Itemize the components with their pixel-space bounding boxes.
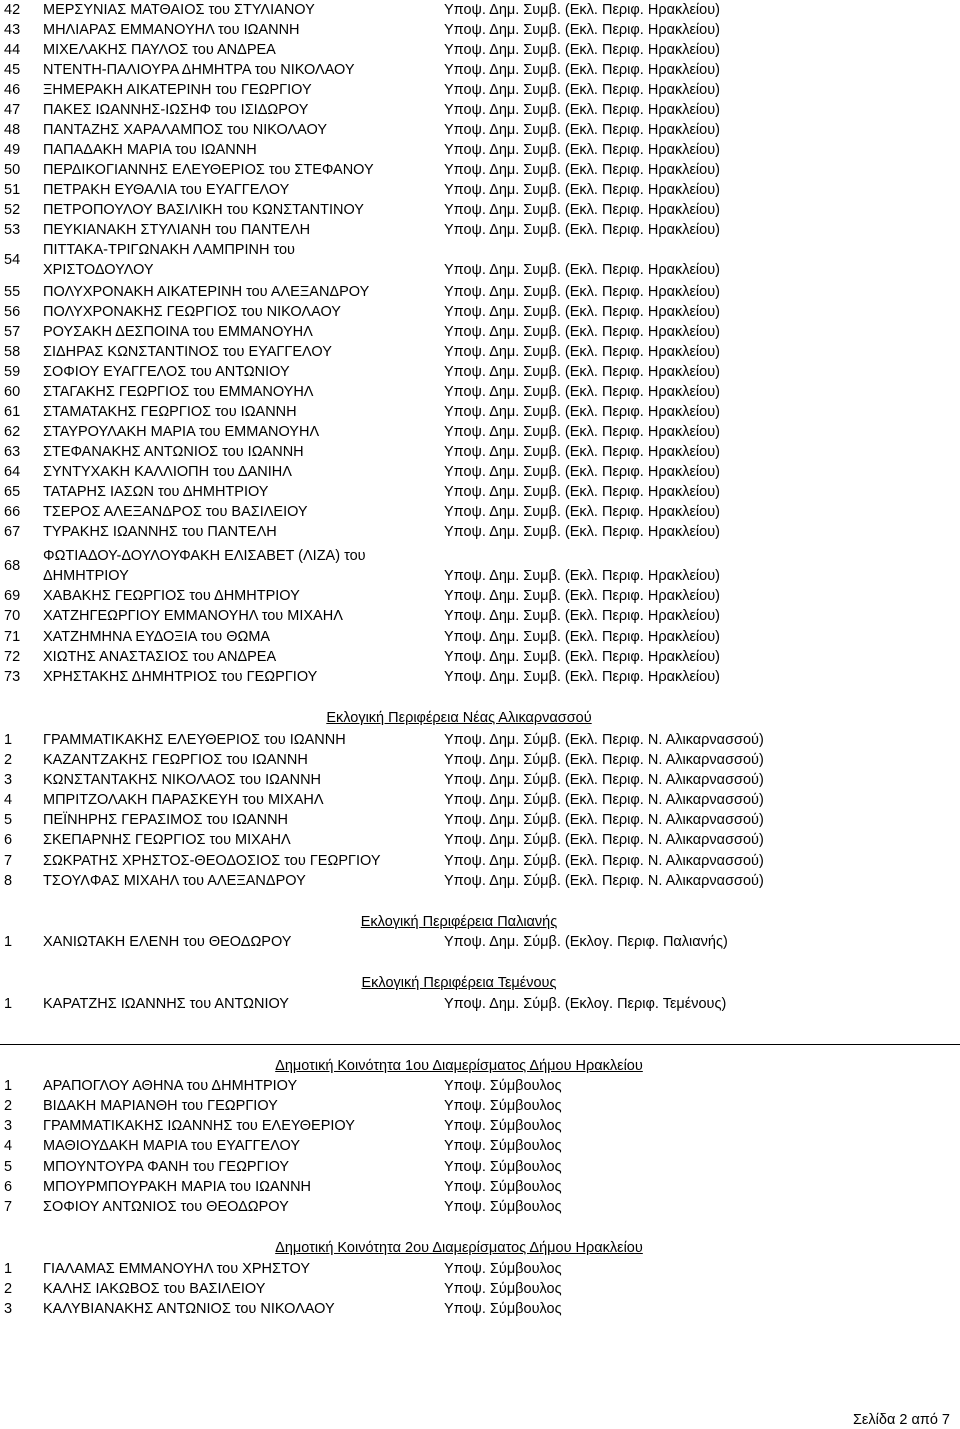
- table-row: [0, 362, 960, 382]
- row-number: 59: [4, 364, 21, 380]
- candidate-position: Υποψ. Δημ. Συμβ. (Εκλ. Περιφ. Ηρακλείου): [444, 262, 720, 278]
- row-number: 4: [4, 792, 13, 808]
- table-row: [0, 422, 960, 442]
- row-number: 3: [4, 1118, 13, 1134]
- candidate-name: ΓΡΑΜΜΑΤΙΚΑΚΗΣ ΕΛΕΥΘΕΡΙΟΣ του ΙΩΑΝΝΗ: [43, 732, 346, 748]
- table-row: [0, 322, 960, 342]
- row-number: 1: [4, 934, 13, 950]
- table-row: [0, 1076, 960, 1096]
- table-row: [0, 502, 960, 522]
- table-row: [0, 932, 960, 952]
- row-number: 63: [4, 444, 21, 460]
- row-number: 47: [4, 102, 21, 118]
- table-row: [0, 60, 960, 80]
- table-row: [0, 606, 960, 626]
- row-number: 7: [4, 1199, 13, 1215]
- candidate-name: ΓΡΑΜΜΑΤΙΚΑΚΗΣ ΙΩΑΝΝΗΣ του ΕΛΕΥΘΕΡΙΟΥ: [43, 1118, 355, 1134]
- row-number: 6: [4, 1179, 13, 1195]
- table-row: [0, 667, 960, 687]
- candidate-position: Υποψ. Δημ. Συμβ. (Εκλ. Περιφ. Ηρακλείου): [444, 222, 720, 238]
- table-row: [0, 994, 960, 1014]
- row-number: 51: [4, 182, 21, 198]
- table-row: [0, 546, 960, 586]
- table-row: [0, 522, 960, 542]
- candidate-position: Υποψ. Δημ. Συμβ. (Εκλ. Περιφ. Ηρακλείου): [444, 364, 720, 380]
- table-row: [0, 0, 960, 20]
- table-row: [0, 240, 960, 280]
- candidate-position: Υποψ. Δημ. Συμβ. (Εκλ. Περιφ. Ηρακλείου): [444, 629, 720, 645]
- candidate-position: Υποψ. Σύμβουλος: [444, 1078, 562, 1094]
- candidate-name: ΧΑΒΑΚΗΣ ΓΕΩΡΓΙΟΣ του ΔΗΜΗΤΡΙΟΥ: [43, 588, 300, 604]
- candidate-name: ΠΑΚΕΣ ΙΩΑΝΝΗΣ-ΙΩΣΗΦ του ΙΣΙΔΩΡΟΥ: [43, 102, 309, 118]
- table-row: [0, 1299, 960, 1319]
- row-number: 6: [4, 832, 13, 848]
- table-row: [0, 160, 960, 180]
- row-number: 50: [4, 162, 21, 178]
- table-row: [0, 382, 960, 402]
- candidate-position: Υποψ. Δημ. Σύμβ. (Εκλ. Περιφ. Ν. Αλικαρνασσού): [444, 732, 764, 748]
- table-row: [0, 790, 960, 810]
- candidate-name: ΒΙΔΑΚΗ ΜΑΡΙΑΝΘΗ του ΓΕΩΡΓΙΟΥ: [43, 1098, 278, 1114]
- candidate-position: Υποψ. Δημ. Συμβ. (Εκλ. Περιφ. Ηρακλείου): [444, 284, 720, 300]
- table-row: [0, 1177, 960, 1197]
- table-row: [0, 1279, 960, 1299]
- row-number: 42: [4, 2, 21, 18]
- candidate-name: ΜΗΛΙΑΡΑΣ ΕΜΜΑΝΟΥΗΛ του ΙΩΑΝΝΗ: [43, 22, 300, 38]
- table-row: [0, 770, 960, 790]
- candidate-name: ΧΙΩΤΗΣ ΑΝΑΣΤΑΣΙΟΣ του ΑΝΔΡΕΑ: [43, 649, 277, 665]
- candidate-name: ΠΑΠΑΔΑΚΗ ΜΑΡΙΑ του ΙΩΑΝΝΗ: [43, 142, 257, 158]
- table-row: [0, 462, 960, 482]
- candidate-position: Υποψ. Σύμβουλος: [444, 1301, 562, 1317]
- candidate-name: ΠΕΡΔΙΚΟΓΙΑΝΝΗΣ ΕΛΕΥΘΕΡΙΟΣ του ΣΤΕΦΑΝΟΥ: [43, 162, 374, 178]
- candidate-position: Υποψ. Δημ. Συμβ. (Εκλ. Περιφ. Ηρακλείου): [444, 484, 720, 500]
- row-number: 1: [4, 996, 13, 1012]
- row-number: 73: [4, 669, 21, 685]
- candidate-name: ΣΤΑΓΑΚΗΣ ΓΕΩΡΓΙΟΣ του ΕΜΜΑΝΟΥΗΛ: [43, 384, 314, 400]
- section-divider: [0, 1044, 960, 1045]
- table-row: [0, 586, 960, 606]
- candidate-position: Υποψ. Σύμβουλος: [444, 1179, 562, 1195]
- row-number: 57: [4, 324, 21, 340]
- row-number: 70: [4, 608, 21, 624]
- table-row: [0, 627, 960, 647]
- table-row: [0, 342, 960, 362]
- row-number: 2: [4, 1281, 13, 1297]
- candidate-name: ΝΤΕΝΤΗ-ΠΑΛΙΟΥΡΑ ΔΗΜΗΤΡΑ του ΝΙΚΟΛΑΟΥ: [43, 62, 355, 78]
- candidate-name: ΠΕΤΡΟΠΟΥΛΟΥ ΒΑΣΙΛΙΚΗ του ΚΩΝΣΤΑΝΤΙΝΟΥ: [43, 202, 364, 218]
- row-number: 48: [4, 122, 21, 138]
- candidate-name: ΚΩΝΣΤΑΝΤΑΚΗΣ ΝΙΚΟΛΑΟΣ του ΙΩΑΝΝΗ: [43, 772, 322, 788]
- candidate-name: ΣΤΑΥΡΟΥΛΑΚΗ ΜΑΡΙΑ του ΕΜΜΑΝΟΥΗΛ: [43, 424, 320, 440]
- table-row: [0, 1157, 960, 1177]
- candidate-position: Υποψ. Δημ. Συμβ. (Εκλ. Περιφ. Ηρακλείου): [444, 344, 720, 360]
- candidate-position: Υποψ. Δημ. Συμβ. (Εκλ. Περιφ. Ηρακλείου): [444, 424, 720, 440]
- candidate-position: Υποψ. Δημ. Σύμβ. (Εκλ. Περιφ. Ν. Αλικαρνασσού): [444, 772, 764, 788]
- table-row: [0, 120, 960, 140]
- candidate-position: Υποψ. Δημ. Σύμβ. (Εκλ. Περιφ. Ν. Αλικαρνασσού): [444, 792, 764, 808]
- table-row: [0, 100, 960, 120]
- candidate-name: ΣΙΔΗΡΑΣ ΚΩΝΣΤΑΝΤΙΝΟΣ του ΕΥΑΓΓΕΛΟΥ: [43, 344, 332, 360]
- candidate-name: ΣΤΑΜΑΤΑΚΗΣ ΓΕΩΡΓΙΟΣ του ΙΩΑΝΝΗ: [43, 404, 297, 420]
- candidate-position: Υποψ. Σύμβουλος: [444, 1098, 562, 1114]
- row-number: 7: [4, 853, 13, 869]
- table-row: [0, 730, 960, 750]
- candidate-name: ΧΑΤΖΗΓΕΩΡΓΙΟΥ ΕΜΜΑΝΟΥΗΛ του ΜΙΧΑΗΛ: [43, 608, 343, 624]
- candidate-position: Υποψ. Δημ. Συμβ. (Εκλ. Περιφ. Ηρακλείου): [444, 324, 720, 340]
- row-number: 2: [4, 1098, 13, 1114]
- candidate-position: Υποψ. Σύμβουλος: [444, 1138, 562, 1154]
- candidate-position: Υποψ. Δημ. Συμβ. (Εκλ. Περιφ. Ηρακλείου): [444, 122, 720, 138]
- candidate-name: ΤΣΕΡΟΣ ΑΛΕΞΑΝΔΡΟΣ του ΒΑΣΙΛΕΙΟΥ: [43, 504, 308, 520]
- table-row: [0, 80, 960, 100]
- table-row: [0, 871, 960, 891]
- table-row: [0, 1259, 960, 1279]
- candidate-position: Υποψ. Δημ. Συμβ. (Εκλ. Περιφ. Ηρακλείου): [444, 82, 720, 98]
- table-row: [0, 442, 960, 462]
- candidate-position: Υποψ. Σύμβουλος: [444, 1261, 562, 1277]
- table-row: [0, 220, 960, 240]
- candidate-position: Υποψ. Δημ. Συμβ. (Εκλ. Περιφ. Ηρακλείου): [444, 62, 720, 78]
- candidate-name: ΣΩΚΡΑΤΗΣ ΧΡΗΣΤΟΣ-ΘΕΟΔΟΣΙΟΣ του ΓΕΩΡΓΙΟΥ: [43, 853, 381, 869]
- candidate-name: ΠΙΤΤΑΚΑ-ΤΡΙΓΩΝΑΚΗ ΛΑΜΠΡΙΝΗ του ΧΡΙΣΤΟΔΟΥΛΟΥ: [43, 242, 295, 278]
- row-number: 1: [4, 1078, 13, 1094]
- candidate-position: Υποψ. Δημ. Συμβ. (Εκλ. Περιφ. Ηρακλείου): [444, 588, 720, 604]
- table-row: [0, 402, 960, 422]
- section-heading-community1: Δημοτική Κοινότητα 1ου Διαμερίσματος Δήμου Ηρακλείου: [275, 1058, 643, 1074]
- candidate-name: ΜΙΧΕΛΑΚΗΣ ΠΑΥΛΟΣ του ΑΝΔΡΕΑ: [43, 42, 276, 58]
- row-number: 46: [4, 82, 21, 98]
- candidate-name: ΞΗΜΕΡΑΚΗ ΑΙΚΑΤΕΡΙΝΗ του ΓΕΩΡΓΙΟΥ: [43, 82, 312, 98]
- table-row: [0, 810, 960, 830]
- candidate-position: Υποψ. Δημ. Συμβ. (Εκλ. Περιφ. Ηρακλείου): [444, 568, 720, 584]
- row-number: 44: [4, 42, 21, 58]
- candidate-position: Υποψ. Σύμβουλος: [444, 1281, 562, 1297]
- candidate-position: Υποψ. Σύμβουλος: [444, 1118, 562, 1134]
- candidate-name: ΜΠΟΥΡΜΠΟΥΡΑΚΗ ΜΑΡΙΑ του ΙΩΑΝΝΗ: [43, 1179, 312, 1195]
- table-row: [0, 180, 960, 200]
- candidate-name: ΠΟΛΥΧΡΟΝΑΚΗΣ ΓΕΩΡΓΙΟΣ του ΝΙΚΟΛΑΟΥ: [43, 304, 341, 320]
- candidate-name: ΜΠΡΙΤΖΟΛΑΚΗ ΠΑΡΑΣΚΕΥΗ του ΜΙΧΑΗΛ: [43, 792, 324, 808]
- candidate-name: ΚΑΛΗΣ ΙΑΚΩΒΟΣ του ΒΑΣΙΛΕΙΟΥ: [43, 1281, 266, 1297]
- table-row: [0, 302, 960, 322]
- row-number: 62: [4, 424, 21, 440]
- row-number: 72: [4, 649, 21, 665]
- section-heading-palianis: Εκλογική Περιφέρεια Παλιανής: [360, 914, 558, 930]
- candidate-name: ΣΟΦΙΟΥ ΕΥΑΓΓΕΛΟΣ του ΑΝΤΩΝΙΟΥ: [43, 364, 290, 380]
- candidate-position: Υποψ. Δημ. Συμβ. (Εκλ. Περιφ. Ηρακλείου): [444, 524, 720, 540]
- row-number: 64: [4, 464, 21, 480]
- row-number: 60: [4, 384, 21, 400]
- candidate-name: ΤΥΡΑΚΗΣ ΙΩΑΝΝΗΣ του ΠΑΝΤΕΛΗ: [43, 524, 277, 540]
- candidate-position: Υποψ. Σύμβουλος: [444, 1159, 562, 1175]
- candidate-name: ΚΑΖΑΝΤΖΑΚΗΣ ΓΕΩΡΓΙΟΣ του ΙΩΑΝΝΗ: [43, 752, 308, 768]
- candidate-name: ΠΑΝΤΑΖΗΣ ΧΑΡΑΛΑΜΠΟΣ του ΝΙΚΟΛΑΟΥ: [43, 122, 327, 138]
- candidate-name: ΠΕΤΡΑΚΗ ΕΥΘΑΛΙΑ του ΕΥΑΓΓΕΛΟΥ: [43, 182, 290, 198]
- table-row: [0, 1096, 960, 1116]
- row-number: 8: [4, 873, 13, 889]
- candidate-position: Υποψ. Δημ. Συμβ. (Εκλ. Περιφ. Ηρακλείου): [444, 608, 720, 624]
- candidate-position: Υποψ. Δημ. Συμβ. (Εκλ. Περιφ. Ηρακλείου): [444, 42, 720, 58]
- candidate-position: Υποψ. Σύμβουλος: [444, 1199, 562, 1215]
- table-row: [0, 1197, 960, 1217]
- candidate-name: ΜΠΟΥΝΤΟΥΡΑ ΦΑΝΗ του ΓΕΩΡΓΙΟΥ: [43, 1159, 290, 1175]
- candidate-name: ΡΟΥΣΑΚΗ ΔΕΣΠΟΙΝΑ του ΕΜΜΑΝΟΥΗΛ: [43, 324, 313, 340]
- candidate-position: Υποψ. Δημ. Συμβ. (Εκλ. Περιφ. Ηρακλείου): [444, 464, 720, 480]
- candidate-name: ΣΚΕΠΑΡΝΗΣ ΓΕΩΡΓΙΟΣ του ΜΙΧΑΗΛ: [43, 832, 291, 848]
- candidate-name: ΣΥΝΤΥΧΑΚΗ ΚΑΛΛΙΟΠΗ του ΔΑΝΙΗΛ: [43, 464, 292, 480]
- table-row: [0, 1116, 960, 1136]
- table-row: [0, 140, 960, 160]
- row-number: 53: [4, 222, 21, 238]
- candidate-position: Υποψ. Δημ. Συμβ. (Εκλ. Περιφ. Ηρακλείου): [444, 182, 720, 198]
- candidate-position: Υποψ. Δημ. Συμβ. (Εκλ. Περιφ. Ηρακλείου): [444, 649, 720, 665]
- candidate-name: ΜΑΘΙΟΥΔΑΚΗ ΜΑΡΙΑ του ΕΥΑΓΓΕΛΟΥ: [43, 1138, 301, 1154]
- table-row: [0, 200, 960, 220]
- candidate-position: Υποψ. Δημ. Συμβ. (Εκλ. Περιφ. Ηρακλείου): [444, 102, 720, 118]
- row-number: 4: [4, 1138, 13, 1154]
- table-row: [0, 830, 960, 850]
- candidate-name: ΠΟΛΥΧΡΟΝΑΚΗ ΑΙΚΑΤΕΡΙΝΗ του ΑΛΕΞΑΝΔΡΟΥ: [43, 284, 370, 300]
- candidate-position: Υποψ. Δημ. Συμβ. (Εκλ. Περιφ. Ηρακλείου): [444, 669, 720, 685]
- candidate-name: ΜΕΡΣΥΝΙΑΣ ΜΑΤΘΑΙΟΣ του ΣΤΥΛΙΑΝΟΥ: [43, 2, 315, 18]
- row-number: 66: [4, 504, 21, 520]
- candidate-name: ΣΤΕΦΑΝΑΚΗΣ ΑΝΤΩΝΙΟΣ του ΙΩΑΝΝΗ: [43, 444, 304, 460]
- candidate-position: Υποψ. Δημ. Συμβ. (Εκλ. Περιφ. Ηρακλείου): [444, 304, 720, 320]
- page-number: Σελίδα 2 από 7: [852, 1412, 950, 1428]
- candidate-position: Υποψ. Δημ. Σύμβ. (Εκλ. Περιφ. Ν. Αλικαρνασσού): [444, 752, 764, 768]
- candidate-name: ΓΙΑΛΑΜΑΣ ΕΜΜΑΝΟΥΗΛ του ΧΡΗΣΤΟΥ: [43, 1261, 311, 1277]
- row-number: 56: [4, 304, 21, 320]
- section-heading-community2: Δημοτική Κοινότητα 2ου Διαμερίσματος Δήμου Ηρακλείου: [275, 1240, 643, 1256]
- row-number: 1: [4, 1261, 13, 1277]
- section-heading-temenous: Εκλογική Περιφέρεια Τεμένους: [361, 975, 557, 991]
- row-number: 65: [4, 484, 21, 500]
- candidate-position: Υποψ. Δημ. Συμβ. (Εκλ. Περιφ. Ηρακλείου): [444, 162, 720, 178]
- table-row: [0, 750, 960, 770]
- table-row: [0, 647, 960, 667]
- row-number: 69: [4, 588, 21, 604]
- candidate-position: Υποψ. Δημ. Συμβ. (Εκλ. Περιφ. Ηρακλείου): [444, 384, 720, 400]
- row-number: 54: [4, 252, 21, 268]
- candidate-position: Υποψ. Δημ. Συμβ. (Εκλ. Περιφ. Ηρακλείου): [444, 2, 720, 18]
- row-number: 55: [4, 284, 21, 300]
- row-number: 61: [4, 404, 21, 420]
- candidate-name: ΧΑΤΖΗΜΗΝΑ ΕΥΔΟΞΙΑ του ΘΩΜΑ: [43, 629, 271, 645]
- candidate-name: ΦΩΤΙΑΔΟΥ-ΔΟΥΛΟΥΦΑΚΗ ΕΛΙΣΑΒΕΤ (ΛΙΖΑ) του ΔΗΜΗΤΡΙΟΥ: [43, 548, 366, 584]
- table-row: [0, 282, 960, 302]
- candidate-position: Υποψ. Δημ. Σύμβ. (Εκλ. Περιφ. Ν. Αλικαρνασσού): [444, 873, 764, 889]
- row-number: 3: [4, 1301, 13, 1317]
- candidate-name: ΧΑΝΙΩΤΑΚΗ ΕΛΕΝΗ του ΘΕΟΔΩΡΟΥ: [43, 934, 292, 950]
- row-number: 49: [4, 142, 21, 158]
- candidate-position: Υποψ. Δημ. Συμβ. (Εκλ. Περιφ. Ηρακλείου): [444, 22, 720, 38]
- candidate-name: ΚΑΛΥΒΙΑΝΑΚΗΣ ΑΝΤΩΝΙΟΣ του ΝΙΚΟΛΑΟΥ: [43, 1301, 335, 1317]
- candidate-position: Υποψ. Δημ. Σύμβ. (Εκλ. Περιφ. Ν. Αλικαρνασσού): [444, 832, 764, 848]
- candidate-name: ΣΟΦΙΟΥ ΑΝΤΩΝΙΟΣ του ΘΕΟΔΩΡΟΥ: [43, 1199, 289, 1215]
- row-number: 58: [4, 344, 21, 360]
- candidate-name: ΧΡΗΣΤΑΚΗΣ ΔΗΜΗΤΡΙΟΣ του ΓΕΩΡΓΙΟΥ: [43, 669, 318, 685]
- candidate-position: Υποψ. Δημ. Συμβ. (Εκλ. Περιφ. Ηρακλείου): [444, 444, 720, 460]
- candidate-name: ΑΡΑΠΟΓΛΟΥ ΑΘΗΝΑ του ΔΗΜΗΤΡΙΟΥ: [43, 1078, 298, 1094]
- table-row: [0, 20, 960, 40]
- section-heading-alikarnassos: Εκλογική Περιφέρεια Νέας Αλικαρνασσού: [326, 710, 592, 726]
- candidate-name: ΤΑΤΑΡΗΣ ΙΑΣΩΝ του ΔΗΜΗΤΡΙΟΥ: [43, 484, 269, 500]
- row-number: 67: [4, 524, 21, 540]
- row-number: 52: [4, 202, 21, 218]
- candidate-name: ΚΑΡΑΤΖΗΣ ΙΩΑΝΝΗΣ του ΑΝΤΩΝΙΟΥ: [43, 996, 289, 1012]
- table-row: [0, 1136, 960, 1156]
- table-row: [0, 851, 960, 871]
- candidate-position: Υποψ. Δημ. Συμβ. (Εκλ. Περιφ. Ηρακλείου): [444, 504, 720, 520]
- row-number: 3: [4, 772, 13, 788]
- candidate-position: Υποψ. Δημ. Σύμβ. (Εκλογ. Περιφ. Τεμένους): [444, 996, 727, 1012]
- candidate-name: ΤΣΟΥΛΦΑΣ ΜΙΧΑΗΛ του ΑΛΕΞΑΝΔΡΟΥ: [43, 873, 306, 889]
- candidate-name: ΠΕΥΚΙΑΝΑΚΗ ΣΤΥΛΙΑΝΗ του ΠΑΝΤΕΛΗ: [43, 222, 311, 238]
- candidate-position: Υποψ. Δημ. Σύμβ. (Εκλ. Περιφ. Ν. Αλικαρνασσού): [444, 853, 764, 869]
- row-number: 45: [4, 62, 21, 78]
- row-number: 5: [4, 812, 13, 828]
- candidate-position: Υποψ. Δημ. Σύμβ. (Εκλ. Περιφ. Ν. Αλικαρνασσού): [444, 812, 764, 828]
- row-number: 2: [4, 752, 13, 768]
- row-number: 5: [4, 1159, 13, 1175]
- row-number: 43: [4, 22, 21, 38]
- table-row: [0, 40, 960, 60]
- row-number: 71: [4, 629, 21, 645]
- table-row: [0, 482, 960, 502]
- candidate-position: Υποψ. Δημ. Συμβ. (Εκλ. Περιφ. Ηρακλείου): [444, 202, 720, 218]
- row-number: 68: [4, 558, 21, 574]
- candidate-position: Υποψ. Δημ. Σύμβ. (Εκλογ. Περιφ. Παλιανής): [444, 934, 728, 950]
- candidate-position: Υποψ. Δημ. Συμβ. (Εκλ. Περιφ. Ηρακλείου): [444, 142, 720, 158]
- candidate-name: ΠΕΪΝΗΡΗΣ ΓΕΡΑΣΙΜΟΣ του ΙΩΑΝΝΗ: [43, 812, 289, 828]
- candidate-position: Υποψ. Δημ. Συμβ. (Εκλ. Περιφ. Ηρακλείου): [444, 404, 720, 420]
- row-number: 1: [4, 732, 13, 748]
